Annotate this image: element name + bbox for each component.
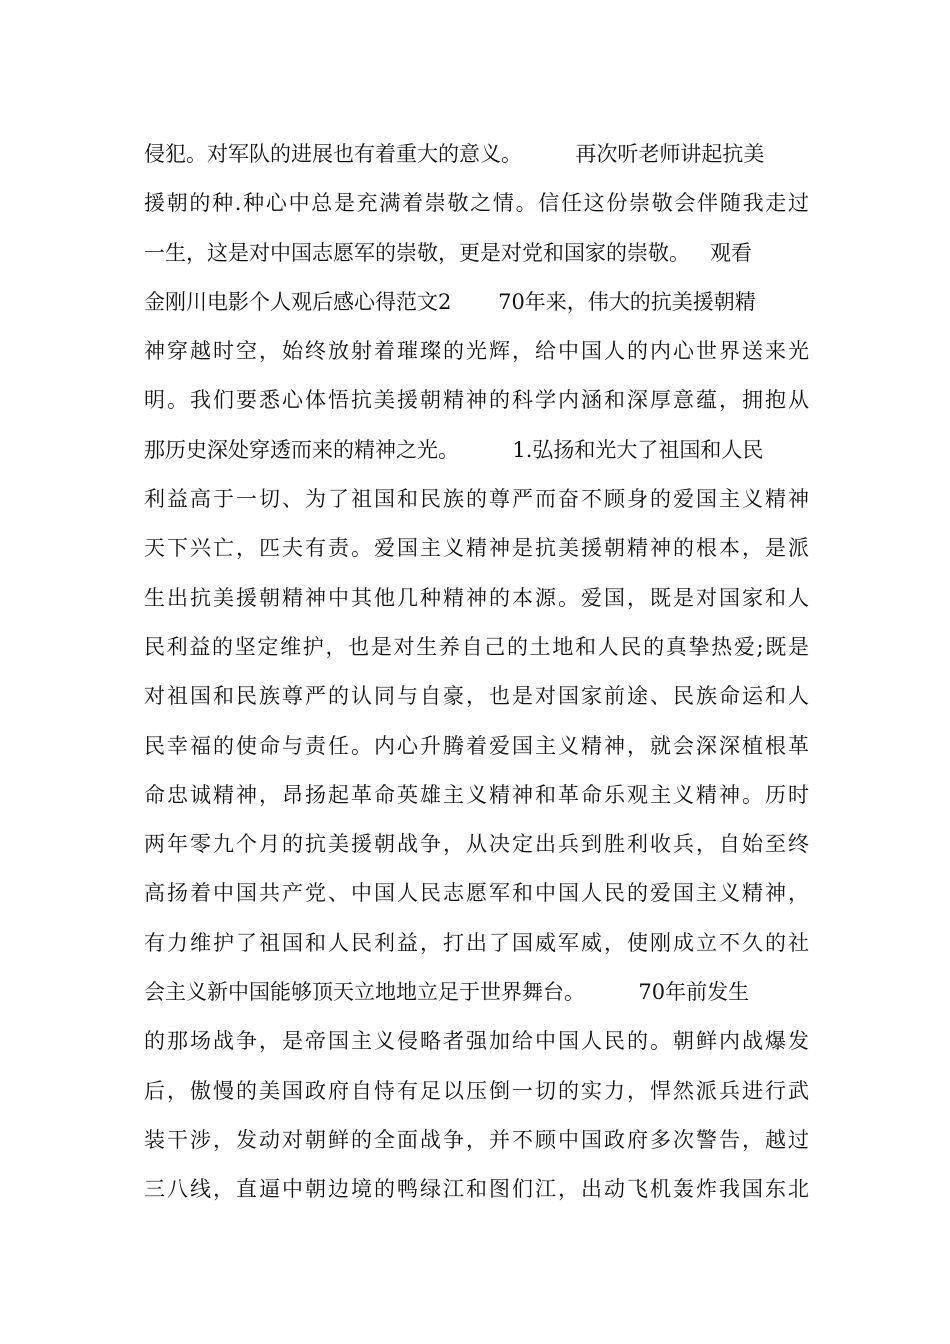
text-line: 对祖国和民族尊严的认同与自豪，也是对国家前途、民族命运和人 [144, 684, 809, 709]
text-line: 的那场战争，是帝国主义侵略者强加给中国人民的。朝鲜内战爆发 [144, 1029, 809, 1054]
text-line: 援朝的种.种心中总是充满着崇敬之情。信任这份崇敬会伴随我走过 [144, 191, 809, 216]
text-line: 后，傲慢的美国政府自恃有足以压倒一切的实力，悍然派兵进行武 [144, 1078, 809, 1103]
text-line: 明。我们要悉心体悟抗美援朝精神的科学内涵和深厚意蕴，拥抱从 [144, 388, 809, 413]
text-line: 三八线，直逼中朝边境的鸭绿江和图们江，出动飞机轰炸我国东北 [144, 1177, 809, 1202]
text-line: 那历史深处穿透而来的精神之光。 1.弘扬和光大了祖国和人民 [144, 437, 764, 462]
text-line: 有力维护了祖国和人民利益，打出了国威军威，使刚成立不久的社 [144, 930, 809, 955]
text-line: 侵犯。对军队的进展也有着重大的意义。 再次听老师讲起抗美 [144, 142, 765, 166]
body-text [144, 130, 809, 1215]
text-line: 生出抗美援朝精神中其他几种精神的本源。爱国，既是对国家和人 [144, 585, 809, 610]
text-line: 金刚川电影个人观后感心得范文2 70年来，伟大的抗美援朝精 [144, 289, 756, 314]
text-line: 装干涉，发动对朝鲜的全面战争，并不顾中国政府多次警告，越过 [144, 1127, 809, 1152]
text-line: 利益高于一切、为了祖国和民族的尊严而奋不顾身的爱国主义精神 [144, 487, 809, 512]
text-line: 天下兴亡，匹夫有责。爱国主义精神是抗美援朝精神的根本，是派 [144, 536, 809, 561]
text-line: 神穿越时空，始终放射着璀璨的光辉，给中国人的内心世界送来光 [144, 339, 809, 364]
text-line: 民利益的坚定维护，也是对生养自己的土地和人民的真挚热爱;既是 [144, 634, 809, 659]
text-line: 民幸福的使命与责任。内心升腾着爱国主义精神，就会深深植根革 [144, 733, 809, 758]
text-line: 两年零九个月的抗美援朝战争，从决定出兵到胜利收兵，自始至终 [144, 832, 809, 857]
text-line: 一生，这是对中国志愿军的崇敬，更是对党和国家的崇敬。 观看 [144, 240, 753, 265]
text-line: 命忠诚精神，昂扬起革命英雄主义精神和革命乐观主义精神。历时 [144, 782, 809, 807]
text-line: 会主义新中国能够顶天立地地立足于世界舞台。 70年前发生 [144, 980, 750, 1005]
text-line: 高扬着中国共产党、中国人民志愿军和中国人民的爱国主义精神， [144, 881, 809, 906]
